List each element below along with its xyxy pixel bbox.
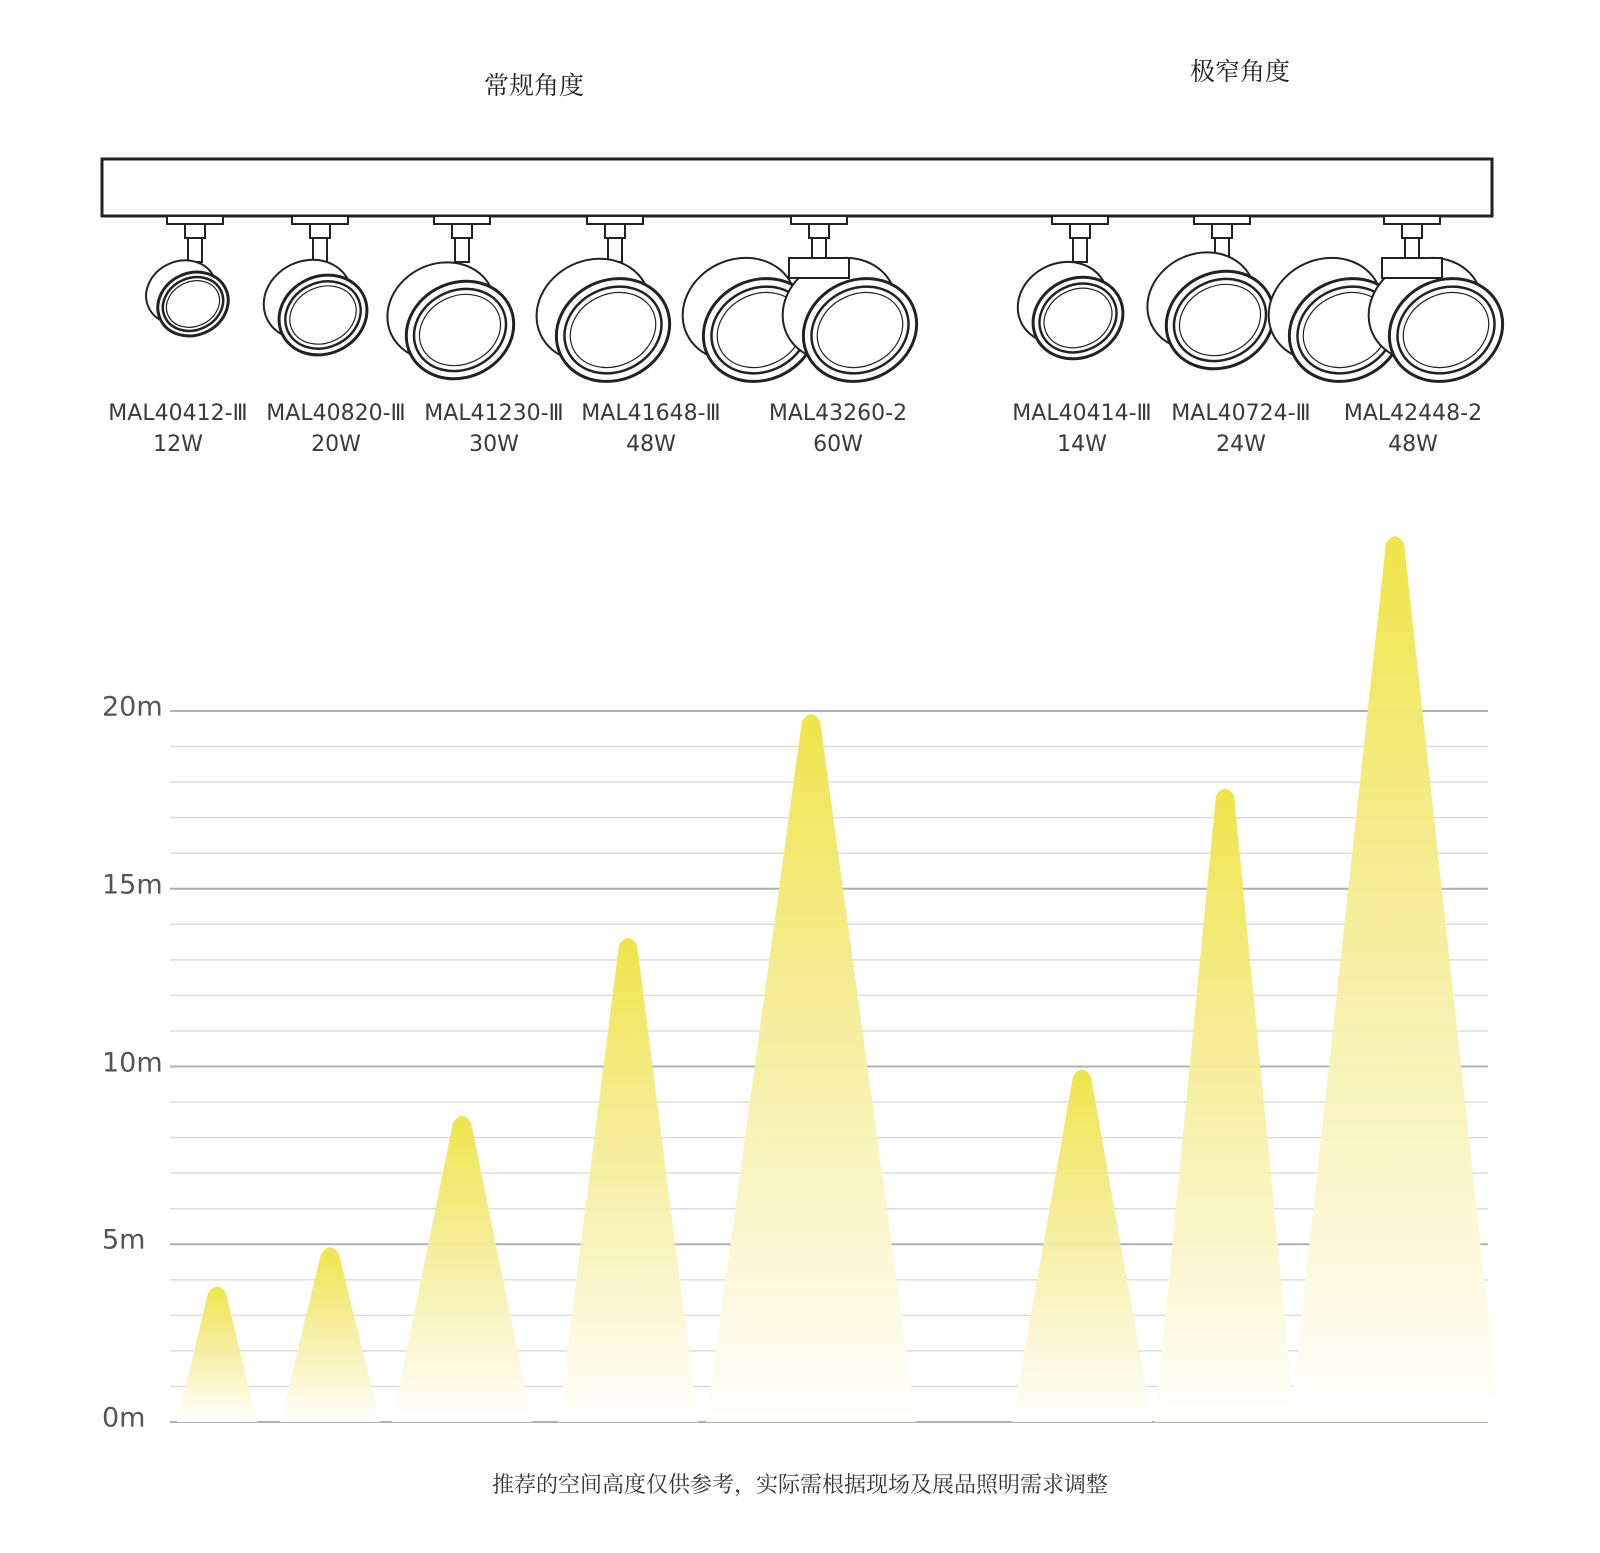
adapter-neck	[605, 224, 625, 238]
product-label	[581, 398, 720, 460]
adapter-neck	[1402, 224, 1422, 238]
beam-series	[177, 536, 1500, 1422]
footnote: 推荐的空间高度仅供参考，实际需根据现场及展品照明需求调整	[491, 1473, 1108, 1498]
product-label	[424, 398, 563, 460]
group-title-normal: 常规角度	[483, 71, 585, 100]
fixture-mal42448-2	[1252, 216, 1520, 400]
adapter-stem	[455, 238, 469, 262]
product-power: 60W	[813, 432, 863, 457]
track-adapter	[1052, 216, 1108, 224]
fixture-mal40412-	[136, 216, 239, 347]
product-model: MAL41230-Ⅲ	[424, 401, 564, 426]
adapter-stem	[313, 238, 327, 262]
twin-head-bracket	[1382, 258, 1442, 278]
y-tick-label: 0m	[102, 1402, 146, 1434]
product-label	[1344, 398, 1482, 460]
track-rail	[102, 159, 1492, 216]
beam-cone-mal40412-	[177, 1286, 257, 1422]
product-power: 30W	[469, 432, 519, 457]
product-model: MAL40412-Ⅲ	[108, 401, 248, 426]
y-tick-label: 20m	[102, 691, 163, 723]
fixture-mal41230-	[371, 216, 530, 396]
adapter-stem	[608, 238, 622, 262]
beam-cone-mal42448-2	[1290, 536, 1500, 1422]
track-adapter	[434, 216, 490, 224]
adapter-neck	[1212, 224, 1232, 238]
adapter-stem	[188, 238, 202, 262]
product-label	[266, 398, 405, 460]
y-tick-label: 5m	[102, 1224, 146, 1256]
adapter-neck	[1070, 224, 1090, 238]
product-label	[1012, 398, 1151, 460]
product-power: 20W	[311, 432, 361, 457]
track-adapter	[1194, 216, 1250, 224]
fixture-mal40724-	[1131, 216, 1290, 386]
beam-cone-mal40724-	[1155, 789, 1295, 1422]
track-adapter	[1384, 216, 1440, 224]
beam-cone-mal43260-2	[706, 714, 916, 1422]
product-model: MAL43260-2	[768, 401, 908, 426]
track-adapter	[167, 216, 223, 224]
product-power: 24W	[1216, 432, 1266, 457]
product-model: MAL41648-Ⅲ	[581, 401, 721, 426]
product-label	[108, 398, 247, 460]
product-power: 48W	[1388, 432, 1438, 457]
product-label	[1171, 398, 1310, 460]
group-title-narrow: 极窄角度	[1189, 57, 1291, 86]
beam-cone-mal40820-	[280, 1247, 380, 1422]
adapter-neck	[185, 224, 205, 238]
track-adapter	[791, 216, 847, 224]
product-model: MAL40724-Ⅲ	[1171, 401, 1311, 426]
fixture-mal40414-	[1004, 216, 1136, 373]
beam-cone-mal41648-	[558, 938, 698, 1422]
adapter-neck	[452, 224, 472, 238]
adapter-neck	[809, 224, 829, 238]
adapter-stem	[1073, 238, 1087, 262]
product-power: 14W	[1057, 432, 1107, 457]
track-adapter	[587, 216, 643, 224]
fixture-illustrations	[136, 216, 1520, 400]
product-power: 48W	[626, 432, 676, 457]
product-label	[769, 398, 907, 460]
y-tick-label: 10m	[102, 1047, 163, 1078]
fixture-mal41648-	[520, 216, 687, 400]
beam-cone-mal41230-	[392, 1116, 532, 1422]
twin-head-bracket	[789, 258, 849, 278]
lighting-track	[102, 159, 1492, 216]
adapter-neck	[310, 224, 330, 238]
fixture-mal40820-	[251, 216, 381, 369]
product-model: MAL40820-Ⅲ	[266, 401, 406, 426]
y-tick-label: 15m	[102, 869, 163, 901]
product-power: 12W	[153, 432, 203, 457]
beam-cone-mal40414-	[1012, 1070, 1152, 1423]
product-model: MAL40414-Ⅲ	[1012, 401, 1152, 426]
product-model: MAL42448-2	[1343, 401, 1483, 426]
track-adapter	[292, 216, 348, 224]
fixture-mal43260-2	[666, 216, 934, 400]
